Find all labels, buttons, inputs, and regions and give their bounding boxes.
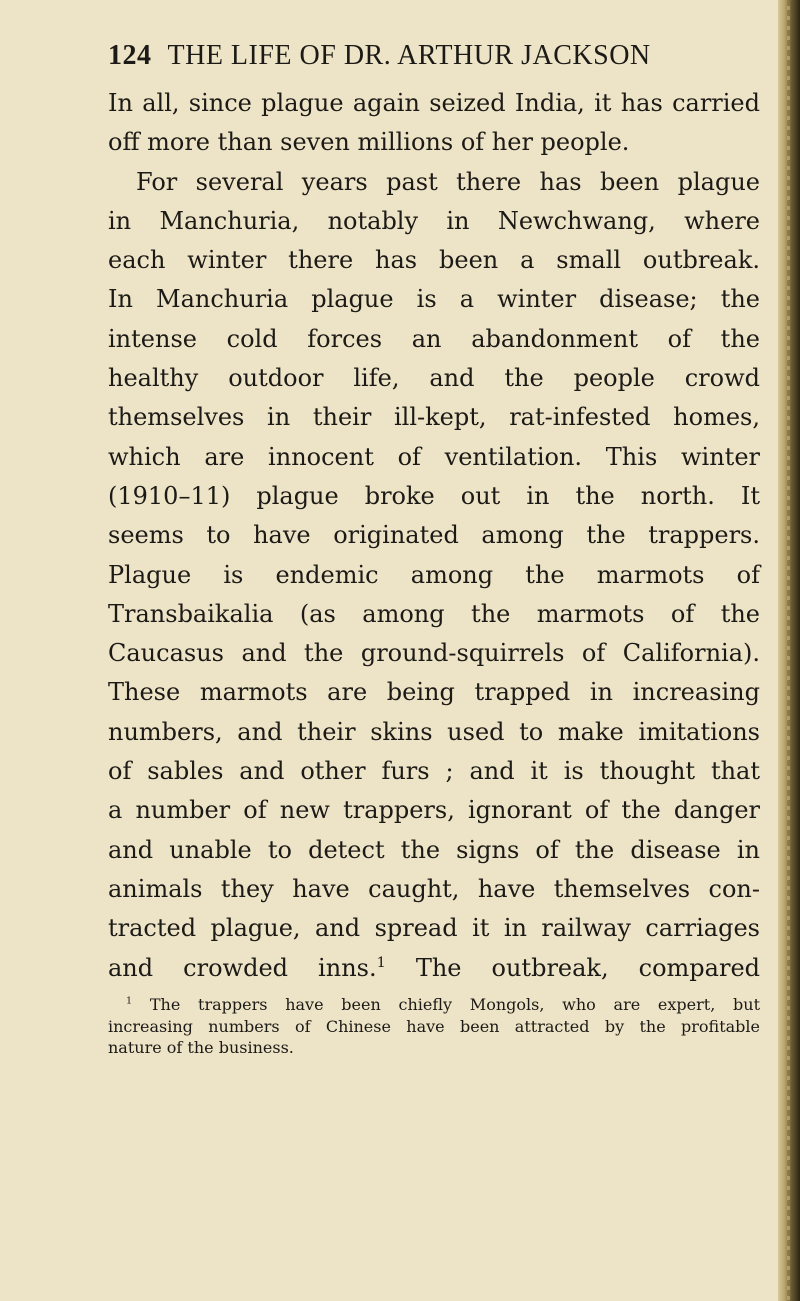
text-line: tracted plague, and spread it in railway carriages (108, 914, 760, 943)
text-line: in Manchuria, notably in Newchwang, where (108, 206, 760, 235)
footnote-text: The trappers have been chiefly Mongols, who are expert, but (132, 995, 760, 1014)
text-line: In Manchuria plague is a winter disease; the (108, 285, 760, 314)
footnote-line (108, 994, 760, 1016)
text-segment: The outbreak, compared (385, 953, 761, 982)
text-line: which are innocent of ventilation. This winter (108, 442, 760, 471)
footnote-marker: 1 (126, 995, 133, 1007)
footnote (108, 994, 760, 1059)
text-line: For several years past there has been plague (136, 167, 760, 196)
text-line: animals they have caught, have themselves con- (108, 874, 760, 903)
text-line: These marmots are being trapped in increasing (108, 678, 760, 707)
page-number: 124 (108, 40, 152, 71)
page-edge-texture (787, 0, 790, 1301)
text-line: off more than seven millions of her people. (108, 128, 630, 157)
footnote-line: nature of the business. (108, 1038, 294, 1057)
text-line: and unable to detect the signs of the disease in (108, 835, 760, 864)
footnote-line: increasing numbers of Chinese have been attracted by the profitable (108, 1016, 760, 1036)
text-line: (1910–11) plague broke out in the north. It (108, 481, 760, 510)
text-line: a number of new trappers, ignorant of the danger (108, 796, 760, 825)
text-line: Transbaikalia (as among the marmots of the (108, 599, 760, 628)
text-line: healthy outdoor life, and the people crowd (108, 364, 760, 393)
running-head-title: THE LIFE OF DR. ARTHUR JACKSON (167, 40, 651, 71)
text-line: themselves in their ill-kept, rat-infested homes, (108, 403, 760, 432)
text-line: Plague is endemic among the marmots of (108, 560, 760, 589)
body-text (108, 84, 760, 988)
text-line-with-footnote (108, 949, 760, 988)
running-header (108, 40, 708, 80)
text-segment: and crowded inns. (108, 953, 377, 982)
text-line: numbers, and their skins used to make imitations (108, 717, 760, 746)
footnote-reference[interactable]: 1 (376, 954, 386, 971)
text-line: In all, since plague again seized India, it has carried (108, 89, 760, 117)
text-line: each winter there has been a small outbreak. (108, 246, 760, 275)
text-line: Caucasus and the ground-squirrels of California). (108, 639, 760, 668)
text-line: of sables and other furs ; and it is thought that (108, 757, 760, 786)
text-line: intense cold forces an abandonment of the (108, 324, 760, 353)
text-line: seems to have originated among the trappers. (108, 521, 760, 550)
